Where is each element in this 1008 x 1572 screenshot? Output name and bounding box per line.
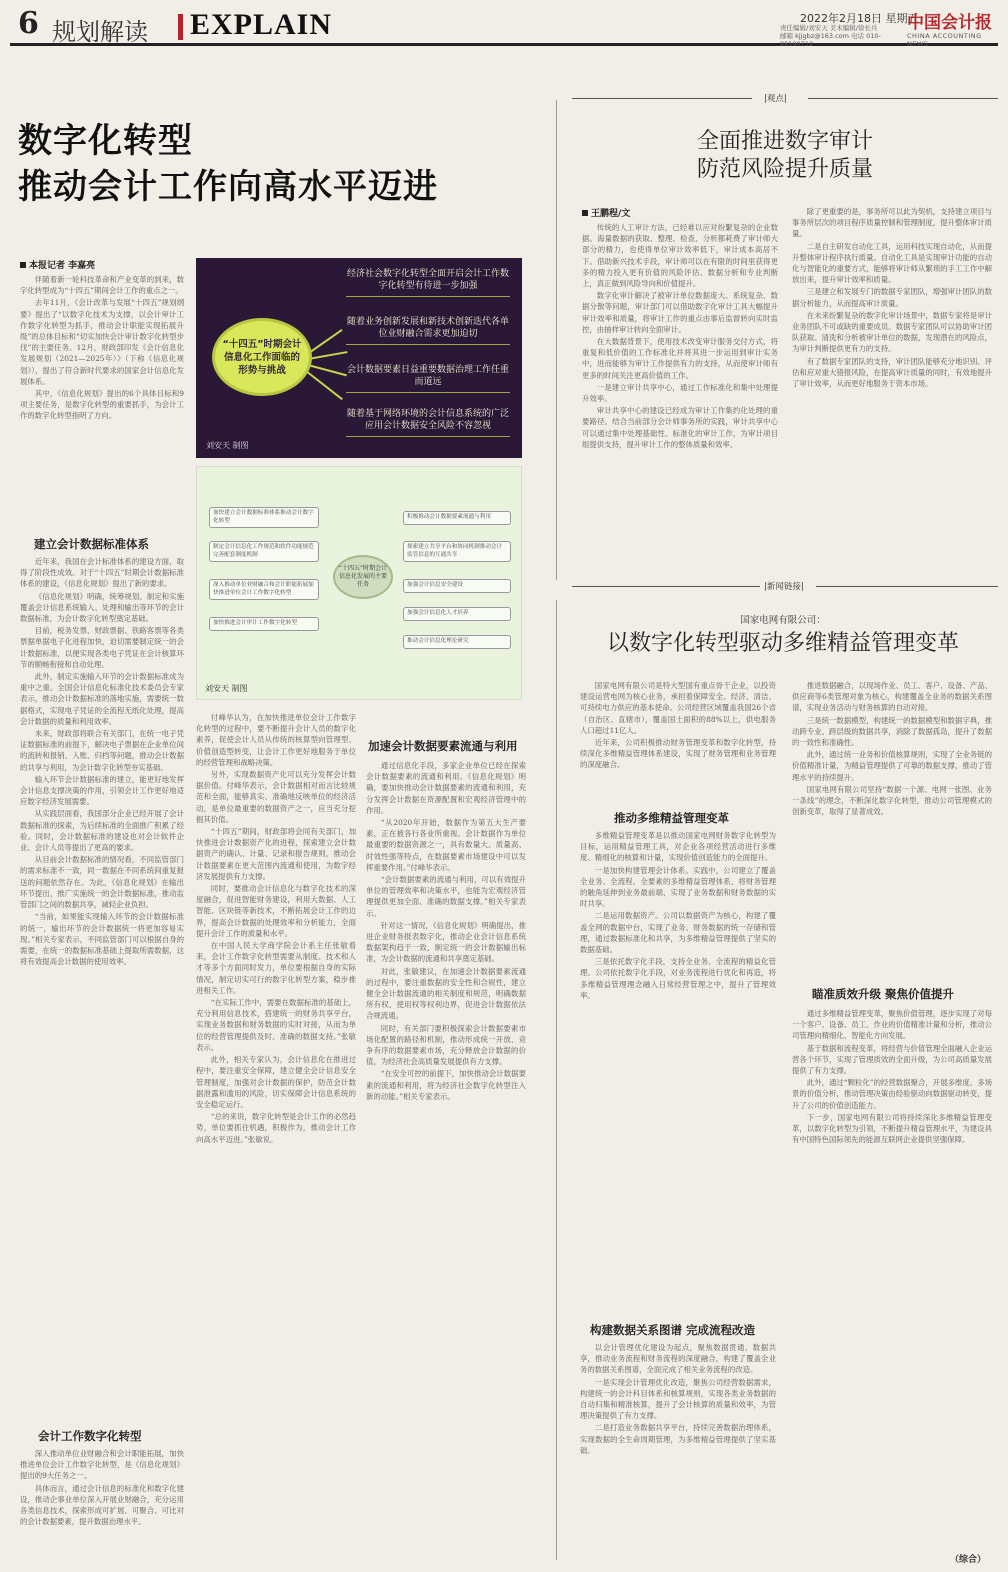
paragraph: 此外，通过统一业务和价值核算规则，实现了全业务链的价值精准计量，为精益管理提供了可靠的数据支撑，推动了管理水平的持续提升。 xyxy=(792,750,992,782)
editor-info xyxy=(780,24,900,48)
paragraph: 此外，通过“颗粒化”的经营数据聚合，开展多维度、多场景的价值分析，推动管理决策由经验驱动向数据驱动转变，提升了公司的价值创造能力。 xyxy=(792,1078,992,1110)
opinion-tag: |观点| xyxy=(764,94,787,104)
paragraph: 从目前会计数据标准的情况看，不同监管部门的需求标准不一致，同一数据在不同系统间重复报送的问题依然存在。为此，《信息化规划》在输出环节提出，推广实施统一的会计数据标准，推动监管部门之间的数据共享，减轻企业负担。 xyxy=(20,855,184,910)
column-divider xyxy=(556,600,557,1560)
opinion-col-1 xyxy=(582,222,778,574)
paragraph: 在中国人民大学商学院会计系主任张敏看来，会计工作数字化转型需要从制度、技术和人才等多个方面同时发力，单位要根据自身的实际情况，制定切实可行的数字化转型方案，稳步推进相关工作。 xyxy=(196,941,356,995)
paragraph: 二是自主研发自动化工具，运用科技实现自动化，从而提升整体审计程序执行质量。自动化工具是实现审计功能的自动化与智能化的重要方式，能够将审计师从繁琐的手工工作中解放出来，提升审计效率和质量。 xyxy=(792,241,992,285)
headline-line-2: 推动会计工作向高水平迈进 xyxy=(18,167,438,207)
task-item: 探索建立共享平台和协同机制推动会计监管信息的互通共享 xyxy=(403,541,511,562)
challenge-item: 随着业务创新发展和新技术创新迭代各单位业财融合需求更加迫切 xyxy=(346,316,510,345)
section-rule xyxy=(572,586,760,587)
main-col-2 xyxy=(196,712,356,1562)
infographic-tasks xyxy=(196,466,522,700)
subhead-data-graph: 构建数据关系图谱 完成流程改造 xyxy=(590,1323,756,1337)
subhead-data-flow: 加速会计数据要素流通与利用 xyxy=(368,739,518,753)
editor-line: 责任编辑/刘安天 美术编辑/徐长兵 xyxy=(780,24,878,32)
connector-line xyxy=(305,370,342,400)
task-item: 加强会计信息化人才培养 xyxy=(403,607,511,621)
infographic-challenges xyxy=(196,258,522,458)
paragraph: 同时，要推动会计信息化与数字化技术的深度融合，促进智能财务建设，利用大数据、人工智能、区块链等新技术，不断拓展会计工作的边界，提高会计数据的处理效率和分析能力，全面提升会计工作的质量和水平。 xyxy=(196,884,356,938)
opinion-title xyxy=(600,128,970,184)
paragraph: 未来，财政部将联合有关部门，在统一电子凭证数据标准的前提下，解决电子票据在企业单位间的流转和报销、入账、归档等问题，推动会计数据的共享与利用，为会计数字化转型夯实基础。 xyxy=(20,729,184,772)
paragraph: 近年来，我国在会计标准体系的建设方面，取得了阶段性成效。对于“十四五”时期会计数据标准体系的建设，《信息化规划》提出了新的要求。 xyxy=(20,557,184,589)
paragraph: 输入环节会计数据标准的建立，能更好地发挥会计信息支撑决策的作用，引领会计工作更好地适应数字经济发展需要。 xyxy=(20,774,184,807)
news-company: 国家电网有限公司： xyxy=(740,615,826,626)
paragraph: 三是统一数据模型，构建统一的数据模型和数据字典，推动跨专业、跨层级的数据共享，消除了数据孤岛，提升了数据的一致性和准确性。 xyxy=(792,715,992,748)
paragraph: 下一步，国家电网有限公司将持续深化多维精益管理变革，以数字化转型为引领，不断提升精益管理水平，为建设具有中国特色国际领先的能源互联网企业提供坚强保障。 xyxy=(792,1112,992,1145)
end-mark: （综合） xyxy=(950,1555,987,1565)
main-col-1 xyxy=(20,556,184,1418)
paragraph: 通过信息化手段，多家企业单位已经在探索会计数据要素的流通和利用。《信息化规划》明确，要加快推动会计数据要素的流通和利用，充分发挥会计数据在资源配置和宏观经济管理中的作用。 xyxy=(366,761,526,815)
paragraph: 具体而言，通过会计信息的标准化和数字化建设，推动企事业单位深入开展业财融合，充分运用各类信息技术，探索形成可扩展、可聚合、可比对的会计数据要素，提升数据治理水平。 xyxy=(20,1483,184,1527)
main-byline: 本报记者 李嘉亮 xyxy=(20,258,95,271)
issue-date: 2022年2月18日 星期五 xyxy=(800,12,919,25)
paragraph: “在安全可控的前提下，加快推动会计数据要素的流通和利用，将为经济社会数字化转型注入新的动能。”相关专家表示。 xyxy=(366,1069,526,1101)
section-rule xyxy=(572,98,752,99)
main-intro-column xyxy=(20,274,184,524)
paragraph: 有了数据专家团队的支持，审计团队能够充分地识别、评估和应对重大错报风险，在提高审计质量的同时，有效地提升了审计效率，从而更好地服务于资本市场。 xyxy=(792,356,992,389)
paragraph: 在大数据背景下，使用技术改变审计服务交付方式，将重复和低价值的工作标准化并将其进一步运用到审计实务中，进而能够为审计工作提供有力的支持，从而使审计师有更多的时间关注更高价值的工作。 xyxy=(582,337,778,380)
paragraph: 付峰华认为，在加快推进单位会计工作数字化转型的过程中，要不断提升会计人员的数字化素养，促使会计人员从传统的核算型向管理型、价值创造型转变，让会计工作更好地服务于单位的经营管理和战略决策。 xyxy=(196,713,356,767)
main-col-1-end xyxy=(20,1448,184,1560)
main-headline xyxy=(18,118,438,210)
paper-logo: 中国会计报 xyxy=(907,13,992,33)
contact-line: 邮箱 kjjgbz@163.com 电话 010-88190712 xyxy=(780,32,881,48)
main-col-3 xyxy=(366,760,526,1562)
opinion-title-line-1: 全面推进数字审计 xyxy=(696,129,873,154)
news-col-1-end xyxy=(580,1342,776,1562)
section-rule xyxy=(808,98,998,99)
paragraph: 从实践层面看，我国部分企业已经开展了会计数据标准的探索，为后续标准的全面推广积累了经验。同时，会计数据标准的建设也对会计软件企业、会计人员等提出了更高的要求。 xyxy=(20,809,184,853)
paragraph: 推进数据融合，以现场作业、员工、客户、设备、产品、供应商等6类管理对象为核心，构建覆盖全业务的数据关系图谱，实现业务活动与财务核算的自动对接。 xyxy=(792,681,992,713)
paragraph: 审计共享中心的建设已经成为审计工作集约化处理的重要路径。结合当前部分会计师事务所的实践，审计共享中心可以通过集中处理基础性、标准化的审计工作，为审计项目组提供支持，提升审计工作的整体质量和效率。 xyxy=(582,406,778,449)
section-divider xyxy=(178,14,183,40)
subhead-data-standards: 建立会计数据标准体系 xyxy=(34,537,149,551)
task-item: 制定会计信息化工作规范和软件功能规范完善配套制度机制 xyxy=(209,541,319,562)
paragraph: 国家电网有限公司坚持“数据一个源、电网一张图、业务一条线”的理念，不断深化数字化转型，推动公司管理模式的创新变革，取得了显著成效。 xyxy=(792,784,992,817)
paragraph: 伴随着新一轮科技革命和产业变革的到来，数字化转型成为“十四五”期间会计工作的重点之一。 xyxy=(20,275,184,296)
column-divider xyxy=(556,100,557,580)
paragraph: 目前，税务发票、财政票据、铁路客票等各类票据单据电子化进程加快，迫切需要制定统一的会计数据标准，以便实现各类电子凭证在会计核算环节的顺畅衔接和自动处理。 xyxy=(20,626,184,669)
paragraph: 此外，制定实施输入环节的会计数据标准成为重中之重。全国会计信息化标准化技术委员会专家表示，推动会计数据标准的落地实施，需要统一数据格式，实现电子凭证的全流程无纸化处理，提高会计数据的质量和利用效率。 xyxy=(20,672,184,726)
paragraph: 去年11月，《会计改革与发展“十四五”规划纲要》提出了“以数字化技术为支撑，以会计审计工作数字化转型为抓手，推动会计职能实现拓展升级”的总体目标和“切实加快会计审计数字化转型步伐”的主要任务。12月，财政部印发《会计信息化发展规划（2021—2025年）》（下称《信息化规划》），提出了符合新时代要求的国家会计信息化发展体系。 xyxy=(20,298,184,386)
challenge-item: 随着基于网络环境的会计信息系统的广泛应用会计数据安全风险不容忽视 xyxy=(346,408,510,437)
paragraph: 多维精益管理变革是以推动国家电网财务数字化转型为目标，运用精益管理工具，对企业各项经营活动进行多维度、精细化的核算和计量，实现价值创造能力的全面提升。 xyxy=(580,831,776,863)
paragraph: 数字化审计解决了被审计单位数据庞大、系统复杂、数据分散等问题，审计部门可以借助数字化审计工具大幅提升审计效率和质量，将审计工作的重点由事后监督转向实时监控，由抽样审计转向全面审计。 xyxy=(582,291,778,334)
news-col-2 xyxy=(792,680,992,978)
task-item: 积极推动会计数据要素流通与利用 xyxy=(403,511,511,525)
paragraph: 另外，实现数据资产化可以充分发挥会计数据价值。付峰华表示，会计数据相对而言比较规范和全面，能够真实、准确地反映单位的经济活动，是单位最重要的数据资产之一，应当充分挖掘其价值。 xyxy=(196,770,356,824)
infographic-credit: 刘安天 制图 xyxy=(206,441,249,450)
connector-line xyxy=(308,364,347,376)
opinion-col-2 xyxy=(792,206,992,574)
paragraph: 在未来纷繁复杂的数字化审计场景中，数据专家将是审计业务团队不可或缺的重要成员。数据专家团队可以协助审计团队获取、清洗和分析被审计单位的数据，发现潜在的风险点，为审计判断提供更有力的支持。 xyxy=(792,310,992,354)
news-col-1 xyxy=(580,830,776,1306)
paragraph: “当前，如果能实现输入环节的会计数据标准的统一，输出环节的会计数据统一将更加容易实现。”相关专家表示，不同监管部门可以根据自身的需要，在统一的数据标准基础上提取所需数据，这将有效提高会计数据的使用效率。 xyxy=(20,912,184,967)
challenge-item: 会计数据要素日益重要数据治理工作任重而道远 xyxy=(346,364,510,393)
news-col-2-end xyxy=(792,1008,992,1548)
paragraph: 一是建立审计共享中心，通过工作标准化和集中处理提升效率。 xyxy=(582,382,778,404)
infographic-center: “十四五”时期会计信息化工作面临的形势与挑战 xyxy=(212,318,312,396)
paragraph: 二是打造业务数据共享平台，持续完善数据治理体系，实现数据的全生命周期管理，为多维精益管理提供了坚实基础。 xyxy=(580,1423,776,1455)
paragraph: 其中，《信息化规划》提出的6个具体目标和9项主要任务，是数字化转型的重要抓手，为会计工作的数字化转型指明了方向。 xyxy=(20,389,184,421)
headline-line-1: 数字化转型 xyxy=(18,121,193,161)
task-item: 深入推动单位业财融合和会计职能拓展加快推进单位会计工作数字化转型 xyxy=(209,579,319,600)
paragraph: 近年来，公司积极推动财务管理变革和数字化转型，持续深化多维精益管理体系建设，实现了财务管理和业务管理的深度融合。 xyxy=(580,738,776,770)
paragraph: 深入推动单位业财融合和会计职能拓展，加快推进单位会计工作数字化转型，是《信息化规划》提出的9大任务之一。 xyxy=(20,1449,184,1481)
paragraph: 针对这一情况，《信息化规划》明确提出，推进企业财务报表数字化，推动企业会计信息系统数据架构趋于一致，制定统一的会计数据输出标准，为会计数据的流通和共享奠定基础。 xyxy=(366,920,526,964)
paragraph: 同时，有关部门要积极探索会计数据要素市场化配置的路径和机制，推动形成统一开放、竞争有序的数据要素市场，充分释放会计数据的价值，为经济社会高质量发展提供有力支撑。 xyxy=(366,1023,526,1067)
paragraph: 除了更重要的是，事务所可以此为契机，支持建立项目与事务所层次的项目程序质量控制和管理制度，提升整体审计质量。 xyxy=(792,207,992,239)
paragraph: 一是实现会计管理优化改造，聚焦公司经营数据需求，构建统一的会计科目体系和核算规则，实现各类业务数据的自动归集和精准核算，提升了会计核算的质量和效率，为管理决策提供了有力支撑。 xyxy=(580,1377,776,1421)
page-number: 6 xyxy=(18,6,39,41)
paragraph: “从2020年开始，数据作为第五大生产要素，正在被各行各业所重视。会计数据作为单位最重要的数据资源之一，具有数量大、质量高、时效性强等特点，在数据要素市场建设中可以发挥重要作用。”付峰华表示。 xyxy=(366,818,526,872)
news-col-1-intro xyxy=(580,680,776,800)
paragraph: 以会计管理优化建设为起点，聚焦数据贯通、数据共享，推动业务流程和财务流程的深度融合，构建了覆盖全业务的数据关系图谱，全面完成了相关业务流程的改造。 xyxy=(580,1343,776,1375)
paragraph: 三是依托数字化手段，支持全业务、全流程的精益化管理。公司依托数字化手段，对业务流程进行优化和再造，将多维精益管理理念融入日常经营管理之中，提升了管理效率。 xyxy=(580,957,776,1000)
masthead xyxy=(10,6,998,46)
paragraph: 通过多维精益管理变革，聚焦价值管理，逐步实现了对每一个客户、设备、员工、作业的价值精准计量和分析，推动公司管理向精细化、智能化方向发展。 xyxy=(792,1009,992,1041)
subhead-digital-transformation: 会计工作数字化转型 xyxy=(38,1429,142,1443)
paragraph: “十四五”期间，财政部将会同有关部门，加快推进会计数据资产化的进程，探索建立会计数据资产的确认、计量、记录和报告规则，推动会计数据要素在更大范围内流通和使用，为数字经济发展提供有力支撑。 xyxy=(196,827,356,881)
challenge-item: 经济社会数字化转型全面开启会计工作数字化转型有待进一步加强 xyxy=(346,268,510,297)
task-item: 推动会计信息化理论研究 xyxy=(403,635,511,649)
subhead-lean-management: 推动多维精益管理变革 xyxy=(614,811,729,825)
paragraph: “会计数据要素的流通与利用，可以有效提升单位的管理效率和决策水平，也能为宏观经济管理提供更加全面、准确的数据支撑。”相关专家表示。 xyxy=(366,875,526,918)
paragraph: 国家电网有限公司是特大型国有重点骨干企业，以投资建设运营电网为核心业务，承担着保障安全、经济、清洁、可持续电力供应的基本使命。公司经营区域覆盖我国26个省（自治区、直辖市），覆盖国土面积的88%以上，供电服务人口超过11亿人。 xyxy=(580,681,776,735)
news-title: 以数字化转型驱动多维精益管理变革 xyxy=(606,631,959,656)
news-link-tag: |新闻链接| xyxy=(764,582,804,592)
opinion-title-line-2: 防范风险提升质量 xyxy=(696,157,873,182)
section-rule xyxy=(816,586,998,587)
paragraph: 《信息化规划》明确，统筹规划、制定和实施覆盖会计信息系统输入、处理和输出等环节的会计数据标准，为会计数字化转型奠定基础。 xyxy=(20,591,184,624)
paragraph: 二是运用数据资产。公司以数据资产为核心，构建了覆盖全网的数据中台，实现了业务、财务数据的统一存储和管理，通过数据标准化和共享，为多维精益管理提供了坚实的数据基础。 xyxy=(580,911,776,955)
connector-line xyxy=(308,351,348,360)
opinion-byline: 王鹏程/文 xyxy=(582,206,630,219)
paragraph: 传统的人工审计方法，已经难以应对纷繁复杂的企业数据。海量数据的获取、整理、检查、分析都耗费了审计师大部分的精力，也使得单位审计效率低下，审计成本高居不下。借助新兴技术手段，审计师可以在有限的时间里获得更多的精力投入更有价值的风险评估、数据分析和专业判断上，真正做到风险导向和价值提升。 xyxy=(582,223,778,289)
task-item: 加快建立会计数据标准体系推动会计数字化转型 xyxy=(209,507,319,528)
section-title: 规划解读 xyxy=(52,18,148,46)
task-item: 加快推进会计审计工作数字化转型 xyxy=(209,617,319,631)
infographic-center: “十四五”时期会计信息化发展的主要任务 xyxy=(333,555,393,599)
paragraph: “在实际工作中，需要在数据标准的基础上，充分利用信息技术，搭建统一的财务共享平台，实现业务数据和财务数据的实时对接，从而为单位的经营管理提供及时、准确的数据支持。”张敏表示。 xyxy=(196,998,356,1052)
paragraph: 三是建立和发展专门的数据专家团队，增强审计团队的数据分析能力，从而提高审计质量。 xyxy=(792,287,992,308)
paragraph: 对此，张敏建议，在加速会计数据要素流通的过程中，要注重数据的安全性和合规性，建立健全会计数据流通的相关制度和规范，明确数据所有权、使用权等权利边界，促进会计数据依法合规流通。 xyxy=(366,966,526,1021)
paragraph: 此外，相关专家认为，会计信息化在推进过程中，要注重安全保障，建立健全会计信息安全管理制度，加强对会计数据的保护，防范会计数据泄露和滥用的风险，切实保障会计信息系统的安全稳定运行。 xyxy=(196,1055,356,1109)
subhead-value-improvement: 瞄准质效升级 聚焦价值提升 xyxy=(812,987,955,1001)
task-item: 加强会计信息安全建设 xyxy=(403,579,511,593)
paragraph: 基于数据和流程变革，将经营与价值管理全面融入企业运营各个环节，实现了管理质效的全面升级，为公司高质量发展提供了有力支撑。 xyxy=(792,1043,992,1076)
paper-logo-en: CHINA ACCOUNTING NEWS xyxy=(907,32,982,48)
section-title-en: EXPLAIN xyxy=(190,8,333,41)
infographic-credit: 刘安天 制图 xyxy=(205,684,248,693)
paragraph: 一是加快构建管理会计体系。实践中，公司建立了覆盖全业务、全流程、全要素的多维精益管理体系，将财务管理的触角延伸到业务最前端，实现了业务数据和财务数据的实时共享。 xyxy=(580,865,776,909)
paragraph: “总的来说，数字化转型是会计工作的必然趋势，单位要抓住机遇，积极作为，推动会计工作向高水平迈进。”张敏说。 xyxy=(196,1112,356,1144)
